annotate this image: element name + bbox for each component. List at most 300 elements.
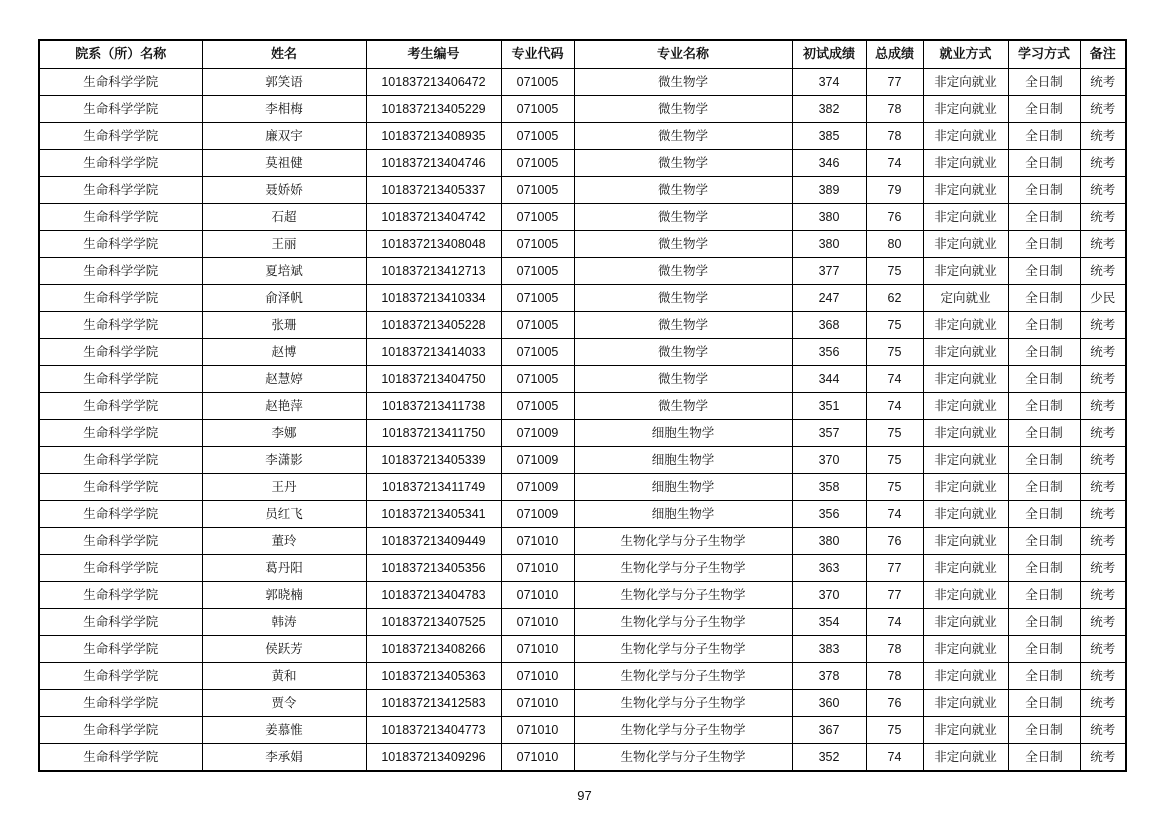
cell-remark: 统考: [1080, 744, 1126, 772]
admission-table: [38, 39, 1127, 772]
cell-total-score: 75: [866, 312, 923, 339]
cell-study-mode: 全日制: [1008, 339, 1080, 366]
cell-name: 李潇影: [202, 447, 366, 474]
cell-total-score: 75: [866, 258, 923, 285]
cell-total-score: 74: [866, 393, 923, 420]
cell-prelim-score: 380: [792, 528, 866, 555]
cell-total-score: 78: [866, 663, 923, 690]
cell-remark: 少民: [1080, 285, 1126, 312]
cell-prelim-score: 344: [792, 366, 866, 393]
cell-department: 生命科学学院: [39, 258, 202, 285]
cell-major-code: 071005: [501, 69, 574, 96]
table-row: [39, 690, 1126, 717]
cell-major-name: 生物化学与分子生物学: [574, 582, 792, 609]
header-employment-type: 就业方式: [923, 40, 1008, 69]
cell-candidate-id: 101837213405341: [366, 501, 501, 528]
cell-study-mode: 全日制: [1008, 123, 1080, 150]
cell-prelim-score: 380: [792, 231, 866, 258]
header-row: [39, 40, 1126, 69]
cell-department: 生命科学学院: [39, 474, 202, 501]
table-row: [39, 420, 1126, 447]
table-row: [39, 258, 1126, 285]
cell-candidate-id: 101837213404746: [366, 150, 501, 177]
cell-major-code: 071005: [501, 285, 574, 312]
cell-remark: 统考: [1080, 420, 1126, 447]
cell-prelim-score: 370: [792, 582, 866, 609]
header-name: 姓名: [202, 40, 366, 69]
cell-total-score: 77: [866, 555, 923, 582]
cell-study-mode: 全日制: [1008, 690, 1080, 717]
cell-total-score: 62: [866, 285, 923, 312]
cell-major-name: 细胞生物学: [574, 447, 792, 474]
cell-major-code: 071009: [501, 420, 574, 447]
cell-employment-type: 非定向就业: [923, 69, 1008, 96]
cell-total-score: 78: [866, 96, 923, 123]
cell-name: 郭笑语: [202, 69, 366, 96]
cell-name: 李承娟: [202, 744, 366, 772]
table-row: [39, 123, 1126, 150]
cell-employment-type: 非定向就业: [923, 393, 1008, 420]
cell-prelim-score: 354: [792, 609, 866, 636]
cell-major-name: 生物化学与分子生物学: [574, 663, 792, 690]
cell-candidate-id: 101837213414033: [366, 339, 501, 366]
cell-major-code: 071005: [501, 204, 574, 231]
cell-department: 生命科学学院: [39, 744, 202, 772]
cell-total-score: 74: [866, 150, 923, 177]
cell-candidate-id: 101837213405356: [366, 555, 501, 582]
cell-prelim-score: 346: [792, 150, 866, 177]
cell-candidate-id: 101837213405229: [366, 96, 501, 123]
cell-department: 生命科学学院: [39, 69, 202, 96]
header-candidate-id: 考生编号: [366, 40, 501, 69]
cell-department: 生命科学学院: [39, 177, 202, 204]
cell-name: 姜慕惟: [202, 717, 366, 744]
cell-major-name: 生物化学与分子生物学: [574, 555, 792, 582]
cell-major-code: 071005: [501, 96, 574, 123]
cell-name: 聂娇娇: [202, 177, 366, 204]
cell-major-name: 细胞生物学: [574, 474, 792, 501]
cell-major-name: 微生物学: [574, 258, 792, 285]
cell-major-name: 微生物学: [574, 393, 792, 420]
table-row: [39, 177, 1126, 204]
page-number: 97: [577, 788, 592, 803]
cell-name: 莫祖健: [202, 150, 366, 177]
cell-employment-type: 非定向就业: [923, 150, 1008, 177]
cell-employment-type: 非定向就业: [923, 663, 1008, 690]
cell-name: 赵慧婷: [202, 366, 366, 393]
cell-major-code: 071010: [501, 636, 574, 663]
cell-name: 李娜: [202, 420, 366, 447]
cell-name: 王丹: [202, 474, 366, 501]
table-row: [39, 366, 1126, 393]
cell-department: 生命科学学院: [39, 231, 202, 258]
cell-major-code: 071005: [501, 177, 574, 204]
cell-name: 员红飞: [202, 501, 366, 528]
cell-remark: 统考: [1080, 231, 1126, 258]
cell-major-name: 微生物学: [574, 150, 792, 177]
cell-employment-type: 非定向就业: [923, 717, 1008, 744]
table-row: [39, 96, 1126, 123]
cell-remark: 统考: [1080, 204, 1126, 231]
cell-major-code: 071010: [501, 528, 574, 555]
cell-department: 生命科学学院: [39, 447, 202, 474]
cell-name: 韩涛: [202, 609, 366, 636]
cell-remark: 统考: [1080, 663, 1126, 690]
cell-candidate-id: 101837213410334: [366, 285, 501, 312]
cell-major-code: 071005: [501, 393, 574, 420]
cell-major-code: 071009: [501, 474, 574, 501]
cell-major-code: 071005: [501, 312, 574, 339]
cell-employment-type: 非定向就业: [923, 636, 1008, 663]
cell-employment-type: 非定向就业: [923, 474, 1008, 501]
cell-major-name: 生物化学与分子生物学: [574, 528, 792, 555]
table-row: [39, 474, 1126, 501]
table-row: [39, 663, 1126, 690]
cell-employment-type: 非定向就业: [923, 528, 1008, 555]
cell-employment-type: 非定向就业: [923, 582, 1008, 609]
cell-remark: 统考: [1080, 636, 1126, 663]
cell-major-name: 微生物学: [574, 69, 792, 96]
cell-major-name: 微生物学: [574, 231, 792, 258]
cell-prelim-score: 367: [792, 717, 866, 744]
cell-candidate-id: 101837213405363: [366, 663, 501, 690]
cell-name: 石超: [202, 204, 366, 231]
cell-total-score: 75: [866, 717, 923, 744]
cell-total-score: 80: [866, 231, 923, 258]
cell-total-score: 76: [866, 528, 923, 555]
cell-total-score: 74: [866, 501, 923, 528]
cell-total-score: 78: [866, 636, 923, 663]
cell-employment-type: 非定向就业: [923, 447, 1008, 474]
cell-candidate-id: 101837213412713: [366, 258, 501, 285]
cell-remark: 统考: [1080, 501, 1126, 528]
cell-department: 生命科学学院: [39, 528, 202, 555]
cell-total-score: 74: [866, 366, 923, 393]
cell-study-mode: 全日制: [1008, 231, 1080, 258]
cell-study-mode: 全日制: [1008, 528, 1080, 555]
cell-department: 生命科学学院: [39, 123, 202, 150]
cell-department: 生命科学学院: [39, 663, 202, 690]
cell-candidate-id: 101837213405337: [366, 177, 501, 204]
cell-major-name: 生物化学与分子生物学: [574, 636, 792, 663]
cell-remark: 统考: [1080, 555, 1126, 582]
cell-total-score: 74: [866, 609, 923, 636]
table-row: [39, 339, 1126, 366]
cell-study-mode: 全日制: [1008, 663, 1080, 690]
cell-study-mode: 全日制: [1008, 393, 1080, 420]
table-row: [39, 285, 1126, 312]
cell-name: 郭晓楠: [202, 582, 366, 609]
cell-total-score: 77: [866, 582, 923, 609]
cell-employment-type: 非定向就业: [923, 420, 1008, 447]
cell-employment-type: 非定向就业: [923, 123, 1008, 150]
cell-major-code: 071010: [501, 609, 574, 636]
cell-department: 生命科学学院: [39, 366, 202, 393]
cell-department: 生命科学学院: [39, 96, 202, 123]
cell-name: 贾令: [202, 690, 366, 717]
cell-study-mode: 全日制: [1008, 420, 1080, 447]
cell-prelim-score: 356: [792, 339, 866, 366]
cell-major-code: 071005: [501, 150, 574, 177]
cell-prelim-score: 358: [792, 474, 866, 501]
cell-remark: 统考: [1080, 177, 1126, 204]
table-row: [39, 204, 1126, 231]
cell-major-name: 生物化学与分子生物学: [574, 690, 792, 717]
cell-study-mode: 全日制: [1008, 636, 1080, 663]
cell-prelim-score: 370: [792, 447, 866, 474]
cell-major-code: 071010: [501, 690, 574, 717]
header-major-name: 专业名称: [574, 40, 792, 69]
cell-name: 李相梅: [202, 96, 366, 123]
cell-major-name: 细胞生物学: [574, 420, 792, 447]
cell-prelim-score: 357: [792, 420, 866, 447]
header-major-code: 专业代码: [501, 40, 574, 69]
cell-major-code: 071009: [501, 447, 574, 474]
cell-major-code: 071005: [501, 231, 574, 258]
table-row: [39, 609, 1126, 636]
header-remark: 备注: [1080, 40, 1126, 69]
cell-study-mode: 全日制: [1008, 582, 1080, 609]
cell-department: 生命科学学院: [39, 582, 202, 609]
cell-remark: 统考: [1080, 582, 1126, 609]
cell-employment-type: 非定向就业: [923, 339, 1008, 366]
cell-candidate-id: 101837213409449: [366, 528, 501, 555]
cell-remark: 统考: [1080, 96, 1126, 123]
cell-candidate-id: 101837213409296: [366, 744, 501, 772]
cell-employment-type: 非定向就业: [923, 690, 1008, 717]
cell-department: 生命科学学院: [39, 420, 202, 447]
cell-study-mode: 全日制: [1008, 744, 1080, 772]
cell-major-code: 071010: [501, 663, 574, 690]
cell-major-name: 微生物学: [574, 285, 792, 312]
cell-candidate-id: 101837213408266: [366, 636, 501, 663]
cell-prelim-score: 378: [792, 663, 866, 690]
cell-candidate-id: 101837213412583: [366, 690, 501, 717]
cell-study-mode: 全日制: [1008, 96, 1080, 123]
cell-remark: 统考: [1080, 69, 1126, 96]
cell-employment-type: 非定向就业: [923, 258, 1008, 285]
cell-department: 生命科学学院: [39, 636, 202, 663]
cell-department: 生命科学学院: [39, 609, 202, 636]
cell-candidate-id: 101837213411738: [366, 393, 501, 420]
cell-name: 葛丹阳: [202, 555, 366, 582]
table-row: [39, 744, 1126, 772]
cell-study-mode: 全日制: [1008, 312, 1080, 339]
cell-candidate-id: 101837213405228: [366, 312, 501, 339]
table-row: [39, 555, 1126, 582]
cell-remark: 统考: [1080, 690, 1126, 717]
cell-study-mode: 全日制: [1008, 177, 1080, 204]
header-prelim-score: 初试成绩: [792, 40, 866, 69]
cell-candidate-id: 101837213411749: [366, 474, 501, 501]
cell-total-score: 74: [866, 744, 923, 772]
cell-name: 夏培斌: [202, 258, 366, 285]
cell-study-mode: 全日制: [1008, 501, 1080, 528]
cell-name: 廉双宇: [202, 123, 366, 150]
cell-department: 生命科学学院: [39, 555, 202, 582]
cell-prelim-score: 389: [792, 177, 866, 204]
cell-department: 生命科学学院: [39, 393, 202, 420]
header-study-mode: 学习方式: [1008, 40, 1080, 69]
cell-remark: 统考: [1080, 609, 1126, 636]
cell-major-name: 微生物学: [574, 339, 792, 366]
cell-major-code: 071005: [501, 258, 574, 285]
cell-remark: 统考: [1080, 366, 1126, 393]
table-row: [39, 717, 1126, 744]
cell-employment-type: 非定向就业: [923, 366, 1008, 393]
cell-study-mode: 全日制: [1008, 366, 1080, 393]
cell-remark: 统考: [1080, 258, 1126, 285]
cell-total-score: 75: [866, 420, 923, 447]
cell-study-mode: 全日制: [1008, 285, 1080, 312]
cell-employment-type: 定向就业: [923, 285, 1008, 312]
header-department: 院系（所）名称: [39, 40, 202, 69]
cell-study-mode: 全日制: [1008, 717, 1080, 744]
cell-major-code: 071010: [501, 744, 574, 772]
cell-candidate-id: 101837213405339: [366, 447, 501, 474]
cell-department: 生命科学学院: [39, 717, 202, 744]
table-body: [39, 69, 1126, 772]
cell-candidate-id: 101837213404742: [366, 204, 501, 231]
table-row: [39, 501, 1126, 528]
cell-major-name: 微生物学: [574, 177, 792, 204]
cell-employment-type: 非定向就业: [923, 501, 1008, 528]
cell-department: 生命科学学院: [39, 150, 202, 177]
cell-candidate-id: 101837213407525: [366, 609, 501, 636]
cell-total-score: 78: [866, 123, 923, 150]
cell-major-name: 细胞生物学: [574, 501, 792, 528]
cell-name: 张珊: [202, 312, 366, 339]
cell-candidate-id: 101837213408048: [366, 231, 501, 258]
cell-prelim-score: 351: [792, 393, 866, 420]
cell-prelim-score: 380: [792, 204, 866, 231]
cell-major-code: 071005: [501, 123, 574, 150]
cell-major-code: 071005: [501, 339, 574, 366]
cell-name: 赵艳萍: [202, 393, 366, 420]
cell-study-mode: 全日制: [1008, 447, 1080, 474]
cell-prelim-score: 385: [792, 123, 866, 150]
cell-candidate-id: 101837213404773: [366, 717, 501, 744]
cell-major-name: 微生物学: [574, 123, 792, 150]
table-row: [39, 582, 1126, 609]
cell-major-code: 071010: [501, 717, 574, 744]
cell-department: 生命科学学院: [39, 312, 202, 339]
cell-candidate-id: 101837213408935: [366, 123, 501, 150]
cell-employment-type: 非定向就业: [923, 609, 1008, 636]
cell-name: 侯跃芳: [202, 636, 366, 663]
cell-candidate-id: 101837213406472: [366, 69, 501, 96]
cell-department: 生命科学学院: [39, 690, 202, 717]
cell-prelim-score: 360: [792, 690, 866, 717]
cell-remark: 统考: [1080, 447, 1126, 474]
cell-department: 生命科学学院: [39, 339, 202, 366]
cell-major-code: 071009: [501, 501, 574, 528]
cell-prelim-score: 382: [792, 96, 866, 123]
cell-name: 王丽: [202, 231, 366, 258]
cell-major-code: 071010: [501, 582, 574, 609]
cell-total-score: 76: [866, 204, 923, 231]
cell-remark: 统考: [1080, 339, 1126, 366]
cell-total-score: 77: [866, 69, 923, 96]
cell-major-name: 生物化学与分子生物学: [574, 609, 792, 636]
cell-major-name: 生物化学与分子生物学: [574, 744, 792, 772]
cell-prelim-score: 356: [792, 501, 866, 528]
cell-remark: 统考: [1080, 528, 1126, 555]
cell-remark: 统考: [1080, 150, 1126, 177]
table-row: [39, 393, 1126, 420]
cell-total-score: 76: [866, 690, 923, 717]
cell-prelim-score: 368: [792, 312, 866, 339]
cell-remark: 统考: [1080, 717, 1126, 744]
cell-study-mode: 全日制: [1008, 609, 1080, 636]
cell-major-name: 生物化学与分子生物学: [574, 717, 792, 744]
cell-employment-type: 非定向就业: [923, 177, 1008, 204]
cell-major-name: 微生物学: [574, 366, 792, 393]
cell-name: 黄和: [202, 663, 366, 690]
cell-study-mode: 全日制: [1008, 474, 1080, 501]
cell-prelim-score: 352: [792, 744, 866, 772]
cell-candidate-id: 101837213404783: [366, 582, 501, 609]
cell-total-score: 75: [866, 447, 923, 474]
cell-major-name: 微生物学: [574, 312, 792, 339]
cell-name: 赵博: [202, 339, 366, 366]
table-row: [39, 150, 1126, 177]
cell-prelim-score: 374: [792, 69, 866, 96]
cell-employment-type: 非定向就业: [923, 231, 1008, 258]
cell-study-mode: 全日制: [1008, 150, 1080, 177]
cell-total-score: 79: [866, 177, 923, 204]
cell-department: 生命科学学院: [39, 285, 202, 312]
cell-major-name: 微生物学: [574, 204, 792, 231]
cell-major-code: 071005: [501, 366, 574, 393]
cell-prelim-score: 247: [792, 285, 866, 312]
cell-major-name: 微生物学: [574, 96, 792, 123]
cell-department: 生命科学学院: [39, 204, 202, 231]
cell-remark: 统考: [1080, 312, 1126, 339]
cell-name: 董玲: [202, 528, 366, 555]
cell-total-score: 75: [866, 339, 923, 366]
cell-study-mode: 全日制: [1008, 69, 1080, 96]
cell-prelim-score: 383: [792, 636, 866, 663]
cell-remark: 统考: [1080, 123, 1126, 150]
header-total-score: 总成绩: [866, 40, 923, 69]
cell-total-score: 75: [866, 474, 923, 501]
table-row: [39, 312, 1126, 339]
table-row: [39, 636, 1126, 663]
cell-study-mode: 全日制: [1008, 204, 1080, 231]
cell-name: 俞泽帆: [202, 285, 366, 312]
table-row: [39, 231, 1126, 258]
table-row: [39, 528, 1126, 555]
cell-prelim-score: 363: [792, 555, 866, 582]
cell-employment-type: 非定向就业: [923, 96, 1008, 123]
cell-remark: 统考: [1080, 474, 1126, 501]
table-row: [39, 69, 1126, 96]
cell-study-mode: 全日制: [1008, 258, 1080, 285]
cell-study-mode: 全日制: [1008, 555, 1080, 582]
cell-candidate-id: 101837213404750: [366, 366, 501, 393]
cell-prelim-score: 377: [792, 258, 866, 285]
cell-remark: 统考: [1080, 393, 1126, 420]
cell-candidate-id: 101837213411750: [366, 420, 501, 447]
cell-employment-type: 非定向就业: [923, 744, 1008, 772]
cell-major-code: 071010: [501, 555, 574, 582]
cell-employment-type: 非定向就业: [923, 204, 1008, 231]
table-row: [39, 447, 1126, 474]
cell-employment-type: 非定向就业: [923, 312, 1008, 339]
cell-employment-type: 非定向就业: [923, 555, 1008, 582]
cell-department: 生命科学学院: [39, 501, 202, 528]
